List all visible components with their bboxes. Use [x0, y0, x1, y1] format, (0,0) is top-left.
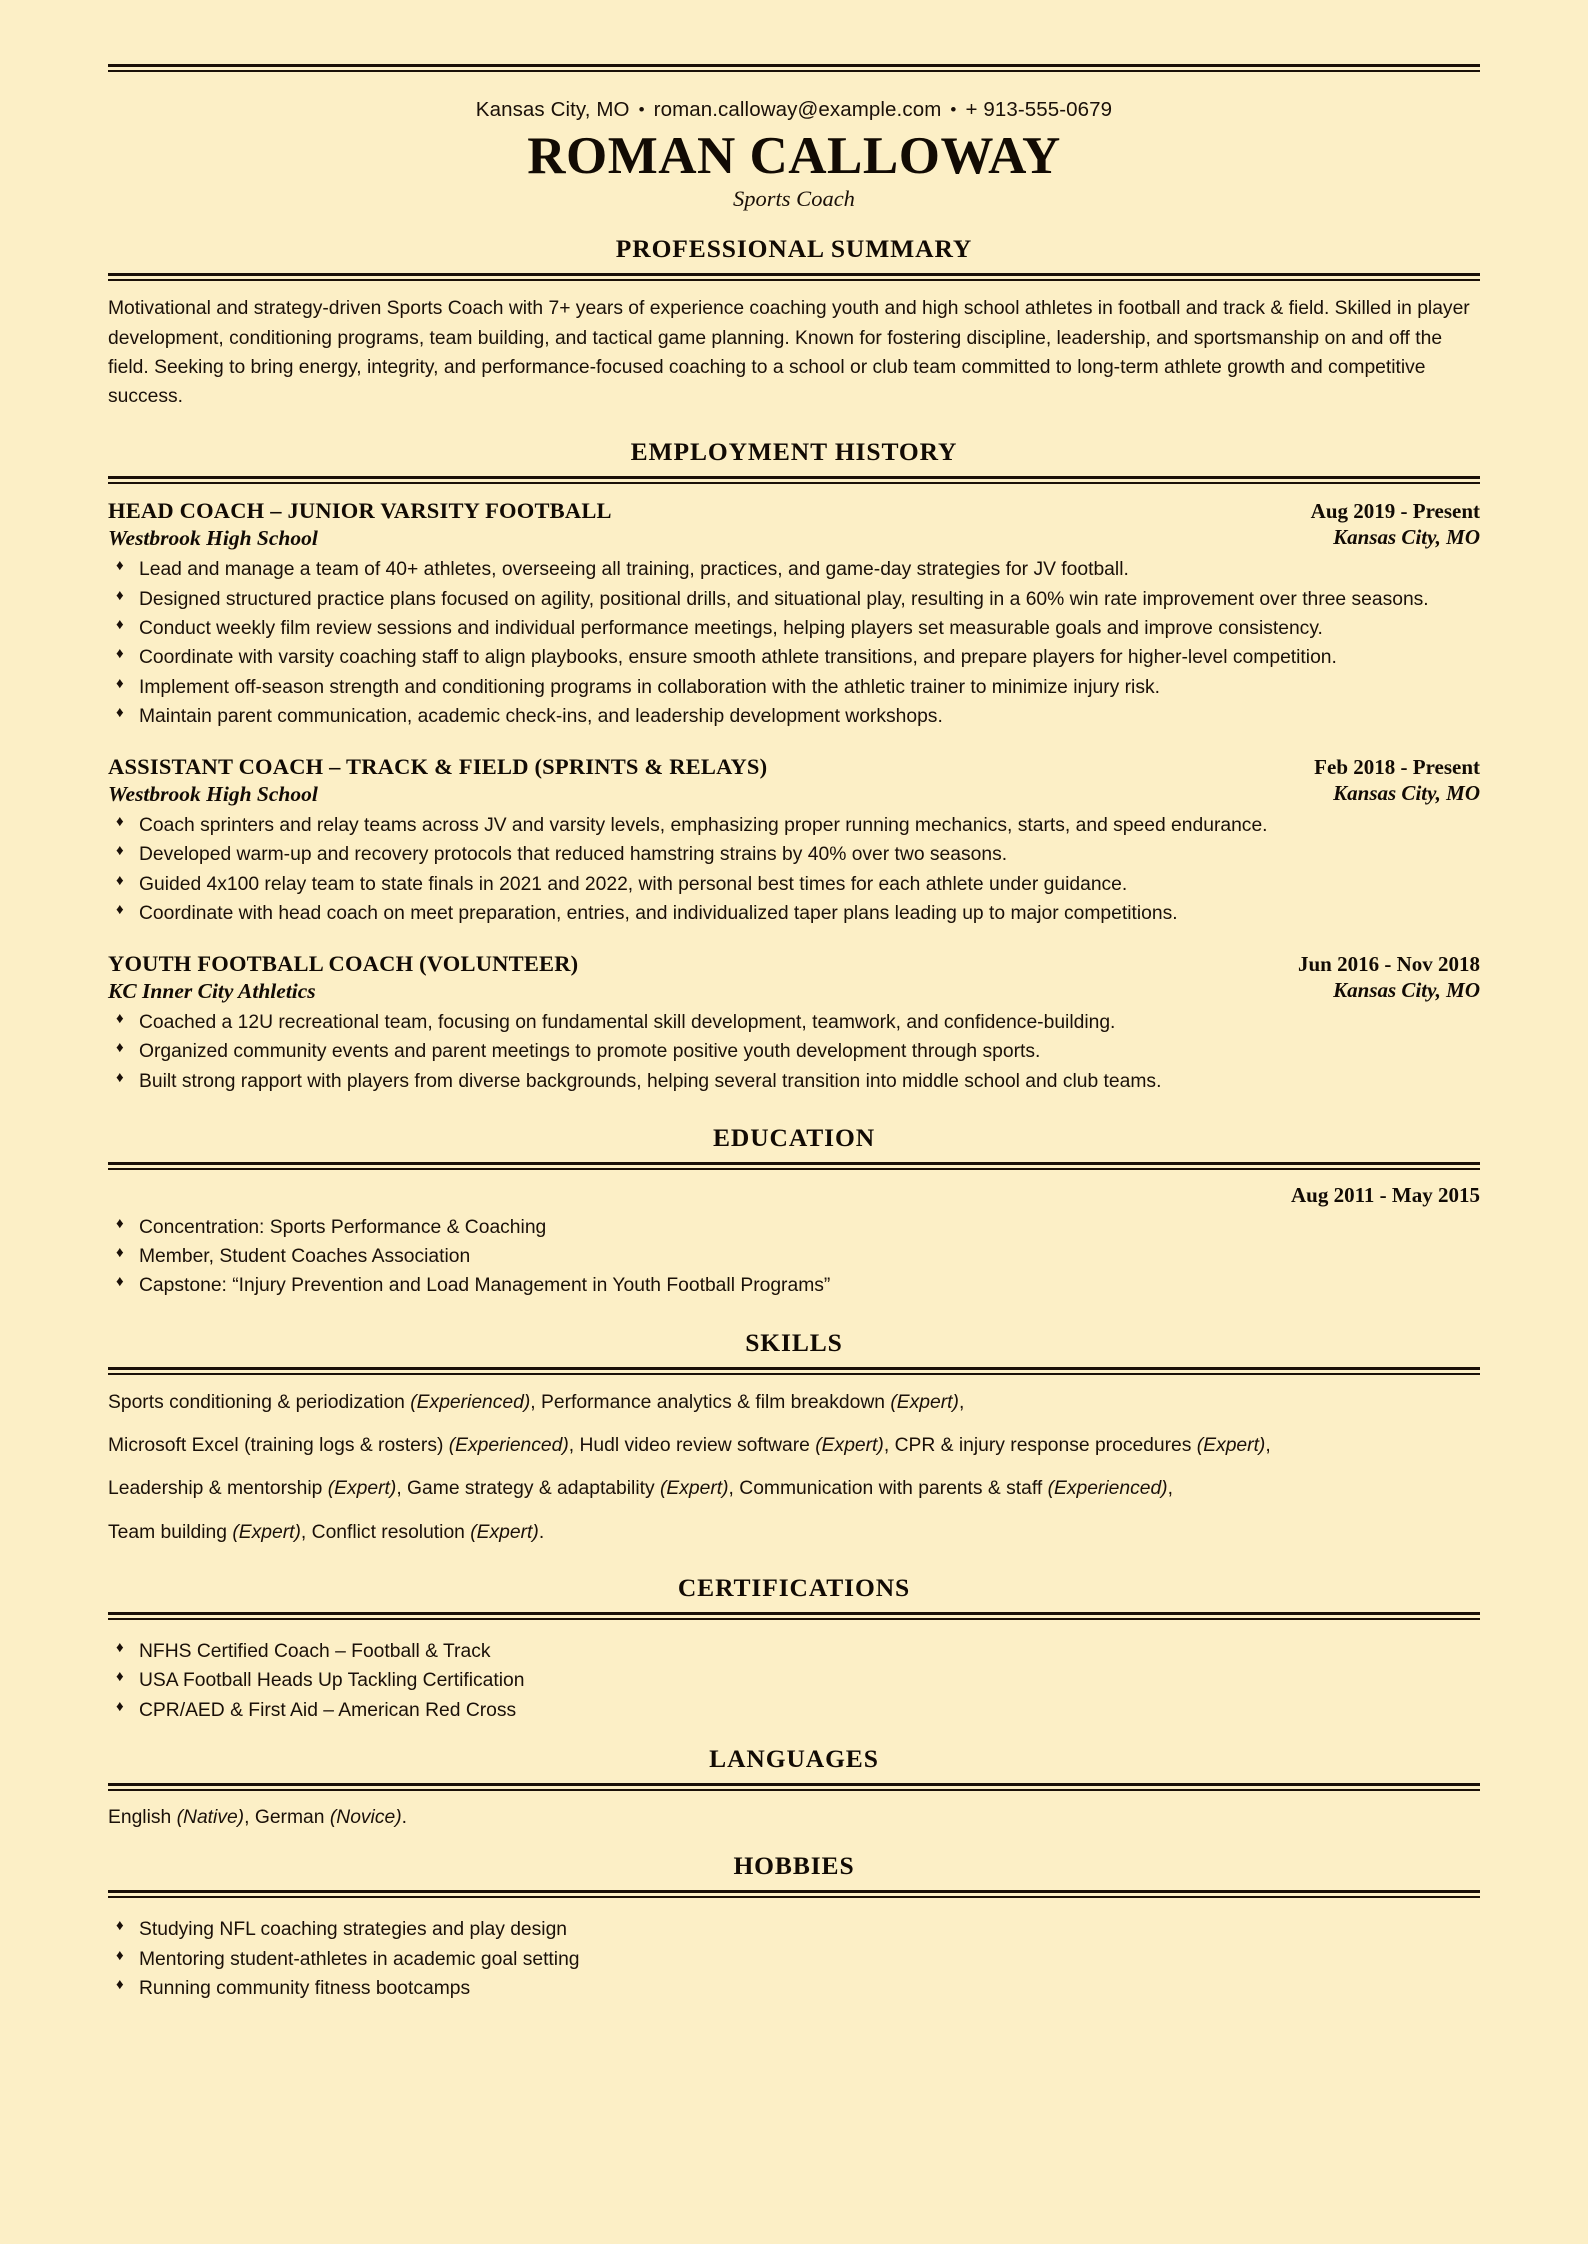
- skill-separator: ,: [958, 1391, 965, 1413]
- hobby-item: ♦ Running community fitness bootcamps: [108, 1975, 1480, 2003]
- entry-bullets: [108, 556, 1480, 731]
- skill-separator: .: [538, 1521, 545, 1543]
- languages-line: [108, 1804, 1480, 1833]
- entry-bullet: ♦ Concentration: Sports Performance & Coaching: [108, 1214, 1480, 1242]
- skill-level: (Expert): [890, 1391, 959, 1413]
- language-separator: ,: [244, 1807, 255, 1829]
- skill-separator: ,: [396, 1478, 408, 1500]
- entry-bullet: ♦ Built strong rapport with players from diverse backgrounds, helping several transition into middle school and club teams.: [108, 1068, 1480, 1096]
- contact-line: [108, 98, 1480, 122]
- entry-header: [108, 950, 1480, 1004]
- entry-right: [1294, 755, 1480, 806]
- certifications-body: [108, 1620, 1480, 1725]
- employment-entries: [108, 484, 1480, 1096]
- experience-entry: [108, 497, 1480, 731]
- contact-phone[interactable]: + 913-555-0679: [965, 98, 1113, 121]
- skill-name: Team building: [108, 1521, 233, 1543]
- skill-level: (Experienced): [410, 1391, 531, 1413]
- entry-header: [108, 1183, 1480, 1209]
- skill-separator: ,: [1265, 1435, 1271, 1457]
- section-hobbies: [108, 1851, 1480, 2003]
- entry-dates: Jun 2016 - Nov 2018: [1297, 952, 1480, 977]
- section-employment-history: [108, 437, 1480, 1096]
- skill-level: (Expert): [1196, 1435, 1266, 1457]
- section-languages: [108, 1744, 1480, 1833]
- skill-separator: ,: [568, 1435, 580, 1457]
- hobby-item: ♦ Studying NFL coaching strategies and play design: [108, 1916, 1480, 1944]
- skill-level: (Experienced): [1047, 1478, 1168, 1500]
- skill-level: (Expert): [327, 1478, 397, 1500]
- entry-bullet: ♦ Capstone: “Injury Prevention and Load Management in Youth Football Programs”: [108, 1272, 1480, 1300]
- entry-bullet: ♦ Conduct weekly film review sessions and individual performance meetings, helping players set measurable goals and improve consistency.: [108, 615, 1480, 643]
- certification-item: ♦ NFHS Certified Coach – Football & Track: [108, 1638, 1480, 1666]
- entry-bullet: ♦ Coordinate with varsity coaching staff to align playbooks, ensure smooth athlete transitions, and prepare players for higher-level competition.: [108, 644, 1480, 672]
- skill-separator: ,: [300, 1521, 312, 1543]
- skills-list: [108, 1375, 1480, 1547]
- section-professional-summary: [108, 234, 1480, 411]
- skill-name: CPR & injury response procedures: [894, 1435, 1197, 1457]
- entry-bullet: ♦ Lead and manage a team of 40+ athletes, overseeing all training, practices, and game-day strategies for JV football.: [108, 556, 1480, 584]
- entry-dates: Aug 2011 - May 2015: [1291, 1183, 1480, 1208]
- section-education: [108, 1123, 1480, 1301]
- section-divider-hobbies: [108, 1890, 1480, 1898]
- candidate-job-title: Sports Coach: [733, 186, 855, 212]
- section-divider-education: [108, 1162, 1480, 1170]
- skill-separator: ,: [530, 1391, 542, 1413]
- entry-left: [108, 497, 612, 551]
- entry-bullets: [108, 812, 1480, 928]
- skill-level: (Expert): [659, 1478, 729, 1500]
- skill-level: (Experienced): [448, 1435, 569, 1457]
- section-title-summary: PROFESSIONAL SUMMARY: [615, 234, 973, 264]
- entry-left: [108, 753, 767, 807]
- skill-separator: ,: [883, 1435, 895, 1457]
- entry-role: YOUTH FOOTBALL COACH (VOLUNTEER): [108, 951, 579, 977]
- skill-name: Sports conditioning & periodization: [108, 1391, 411, 1413]
- skill-name: Performance analytics & film breakdown: [541, 1391, 891, 1413]
- experience-entry: [108, 950, 1480, 1096]
- hobbies-body: [108, 1898, 1480, 2003]
- entry-location: Kansas City, MO: [1333, 978, 1480, 1002]
- hobbies-bullets: [108, 1916, 1480, 2003]
- section-divider-languages: [108, 1783, 1480, 1791]
- entry-location: Kansas City, MO: [1333, 525, 1480, 550]
- summary-body: [108, 281, 1480, 411]
- entry-organization: Westbrook High School: [108, 525, 318, 550]
- certification-item: ♦ CPR/AED & First Aid – American Red Cross: [108, 1697, 1480, 1725]
- entry-right: [1291, 499, 1480, 550]
- entry-bullet: ♦ Coach sprinters and relay teams across JV and varsity levels, emphasizing proper running mechanics, starts, and speed endurance.: [108, 812, 1480, 840]
- section-divider-summary: [108, 273, 1480, 281]
- skill-name: Microsoft Excel (training logs & rosters): [108, 1435, 449, 1457]
- skill-name: Leadership & mentorship: [108, 1478, 328, 1500]
- skills-line: [108, 1518, 1480, 1547]
- entry-bullet: ♦ Implement off-season strength and conditioning programs in collaboration with the athletic trainer to minimize injury risk.: [108, 674, 1480, 702]
- entry-bullet: ♦ Guided 4x100 relay team to state finals in 2021 and 2022, with personal best times for each athlete under guidance.: [108, 871, 1480, 899]
- entry-role: ASSISTANT COACH – TRACK & FIELD (SPRINTS & RELAYS): [108, 754, 768, 780]
- contact-separator-1: •: [638, 99, 645, 119]
- section-title-employment: EMPLOYMENT HISTORY: [630, 437, 958, 467]
- entry-right: [1278, 952, 1480, 1003]
- top-divider: [108, 64, 1480, 72]
- candidate-name: ROMAN CALLOWAY: [527, 127, 1061, 185]
- section-certifications: [108, 1573, 1480, 1725]
- entry-bullet: ♦ Coached a 12U recreational team, focusing on fundamental skill development, teamwork, and confidence-building.: [108, 1009, 1480, 1037]
- entry-bullet: ♦ Designed structured practice plans focused on agility, positional drills, and situational play, resulting in a 60% win rate improvement over three seasons.: [108, 586, 1480, 614]
- entry-bullet: ♦ Organized community events and parent meetings to promote positive youth development through sports.: [108, 1038, 1480, 1066]
- entry-bullets: [108, 1214, 1480, 1301]
- language-separator: .: [401, 1807, 407, 1829]
- summary-paragraph: Motivational and strategy-driven Sports Coach with 7+ years of experience coaching youth and high school athletes in football and track & field. Skilled in player development, conditioning programs, team building, and tactical game planning. Known for fostering discipline, leadership, and sportsmanship on and off the field. Seeking to bring energy, integrity, and performance-focused coaching to a school or club team committed to long-term athlete growth and competitive success.: [108, 298, 1470, 408]
- certifications-bullets: [108, 1638, 1480, 1725]
- entry-dates: Aug 2019 - Present: [1310, 499, 1480, 524]
- skill-name: Communication with parents & staff: [739, 1478, 1048, 1500]
- section-divider-certifications: [108, 1612, 1480, 1620]
- experience-entry: [108, 753, 1480, 928]
- section-divider-skills: [108, 1367, 1480, 1375]
- language-level: (Native): [176, 1807, 245, 1829]
- entry-location: Kansas City, MO: [1333, 780, 1480, 805]
- certification-item: ♦ USA Football Heads Up Tackling Certification: [108, 1667, 1480, 1695]
- entry-right: [1271, 1183, 1480, 1209]
- entry-dates: Feb 2018 - Present: [1314, 755, 1480, 780]
- skills-line: [108, 1388, 1480, 1417]
- skill-level: (Expert): [232, 1521, 301, 1543]
- section-title-skills: SKILLS: [745, 1327, 843, 1357]
- skill-level: (Expert): [815, 1435, 884, 1457]
- entry-bullet: ♦ Coordinate with head coach on meet preparation, entries, and individualized taper plans leading up to major competitions.: [108, 900, 1480, 928]
- section-title-education: EDUCATION: [712, 1123, 876, 1153]
- section-title-languages: LANGUAGES: [709, 1744, 879, 1774]
- skills-line: [108, 1474, 1480, 1503]
- skill-name: Game strategy & adaptability: [407, 1478, 660, 1500]
- section-title-hobbies: HOBBIES: [733, 1851, 855, 1881]
- skill-name: Conflict resolution: [311, 1521, 471, 1543]
- language-name: German: [254, 1807, 330, 1829]
- entry-bullet: ♦ Member, Student Coaches Association: [108, 1243, 1480, 1271]
- entry-header: [108, 497, 1480, 551]
- section-skills: [108, 1328, 1480, 1547]
- language-level: (Novice): [329, 1807, 402, 1829]
- entry-bullets: [108, 1009, 1480, 1096]
- languages-body: [108, 1791, 1480, 1833]
- skill-level: (Expert): [470, 1521, 539, 1543]
- language-name: English: [108, 1807, 177, 1829]
- skills-line: [108, 1431, 1480, 1460]
- hobby-item: ♦ Mentoring student-athletes in academic goal setting: [108, 1946, 1480, 1974]
- contact-location: Kansas City, MO: [475, 98, 630, 121]
- entry-bullet: ♦ Developed warm-up and recovery protocols that reduced hamstring strains by 40% over two seasons.: [108, 841, 1480, 869]
- entry-role: HEAD COACH – JUNIOR VARSITY FOOTBALL: [108, 498, 612, 524]
- entry-left: [108, 950, 578, 1004]
- skill-name: Hudl video review software: [579, 1435, 816, 1457]
- entry-organization: Westbrook High School: [108, 781, 318, 806]
- contact-email[interactable]: roman.calloway@example.com: [653, 98, 942, 121]
- education-entries: [108, 1170, 1480, 1301]
- experience-entry: [108, 1183, 1480, 1301]
- section-title-certifications: CERTIFICATIONS: [677, 1573, 911, 1603]
- skill-separator: ,: [728, 1478, 740, 1500]
- contact-separator-2: •: [950, 99, 957, 119]
- entry-bullet: ♦ Maintain parent communication, academic check-ins, and leadership development workshops.: [108, 703, 1480, 731]
- skill-separator: ,: [1167, 1478, 1173, 1500]
- entry-organization: KC Inner City Athletics: [108, 978, 316, 1003]
- section-divider-employment: [108, 476, 1480, 484]
- entry-header: [108, 753, 1480, 807]
